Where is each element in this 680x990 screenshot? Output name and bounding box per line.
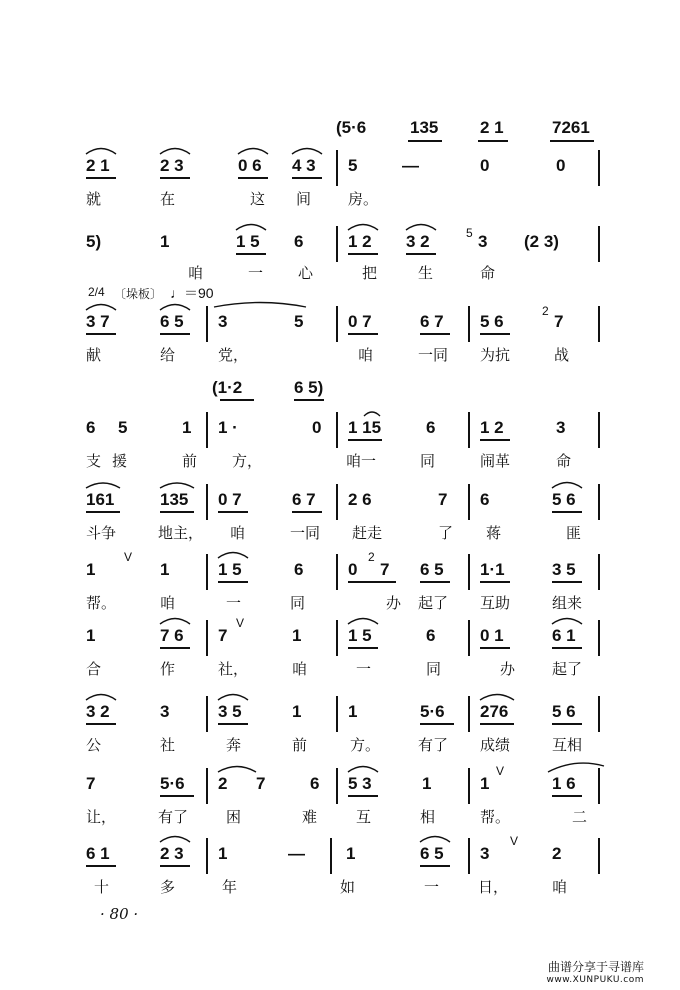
lyric: 帮。 bbox=[86, 594, 117, 612]
grace-note: 2 bbox=[368, 550, 375, 564]
note: 1 6 bbox=[552, 774, 576, 793]
meter: 2/4 bbox=[88, 285, 105, 299]
note: 4 3 bbox=[292, 156, 316, 175]
lyric: 合 bbox=[86, 660, 102, 678]
note: 7 bbox=[438, 490, 448, 509]
note: 0 bbox=[556, 156, 566, 175]
lyric: 有了 bbox=[418, 736, 449, 754]
note: 5 6 bbox=[552, 702, 576, 721]
note: 1 bbox=[480, 774, 490, 793]
lyric: 互相 bbox=[552, 736, 583, 754]
lyric: 成绩 bbox=[480, 736, 511, 754]
lyric: 有了 bbox=[158, 808, 189, 826]
note: 1 bbox=[292, 626, 302, 645]
lyric: 命 bbox=[556, 452, 572, 470]
lyric: 生 bbox=[418, 264, 434, 282]
note: 1 2 bbox=[348, 232, 372, 251]
lyric: 心 bbox=[298, 264, 314, 282]
lyric: 让， bbox=[86, 808, 117, 826]
lyric: 相 bbox=[420, 808, 436, 826]
lyric: 在 bbox=[160, 190, 176, 208]
lyric: 方。 bbox=[350, 736, 381, 754]
breath-mark: V bbox=[124, 550, 133, 564]
note: 0 bbox=[348, 560, 358, 579]
note: 1 bbox=[160, 232, 170, 251]
note: 3 bbox=[478, 232, 488, 251]
note: 6 5) bbox=[294, 378, 324, 397]
note: 1 · bbox=[218, 418, 238, 437]
note: 6 7 bbox=[292, 490, 316, 509]
lyric: 了 bbox=[438, 524, 454, 542]
lyric: 困 bbox=[226, 808, 242, 826]
lyric: 一 bbox=[248, 264, 264, 282]
lyric: 日， bbox=[478, 878, 509, 896]
lyric: 献 bbox=[86, 346, 102, 364]
note: 1 bbox=[348, 702, 358, 721]
note: 5 6 bbox=[480, 312, 504, 331]
lyric: 咱 bbox=[160, 594, 176, 612]
lyric: 咱 bbox=[188, 264, 204, 282]
lyric: 咱 bbox=[552, 878, 568, 896]
note: 3 bbox=[556, 418, 566, 437]
lyric: 支 bbox=[86, 452, 102, 470]
lyric: 奔 bbox=[226, 736, 242, 754]
lyric: 咱 bbox=[358, 346, 374, 364]
note: 6 7 bbox=[420, 312, 444, 331]
tempo-note: ♩＝90 bbox=[170, 285, 214, 301]
note: 7 bbox=[256, 774, 266, 793]
note: 0 7 bbox=[348, 312, 372, 331]
lyric: 闹革 bbox=[480, 452, 511, 470]
note: 1 bbox=[86, 560, 96, 579]
lyric: 公 bbox=[86, 736, 102, 754]
lyric: 帮。 bbox=[480, 808, 511, 826]
note: 2 1 bbox=[86, 156, 110, 175]
note: 0 bbox=[312, 418, 322, 437]
note: 1 5 bbox=[218, 560, 242, 579]
note: 6 bbox=[480, 490, 490, 509]
note: (2 3) bbox=[524, 232, 559, 251]
lyric: 同 bbox=[420, 452, 436, 470]
note: 1 bbox=[422, 774, 432, 793]
lyric: 互助 bbox=[480, 594, 511, 612]
note: 6 bbox=[426, 418, 436, 437]
lyric: 这 bbox=[250, 190, 266, 208]
lyric: 一 bbox=[356, 660, 372, 678]
note: 7 bbox=[86, 774, 96, 793]
lyric: 组来 bbox=[552, 594, 583, 612]
lyric: 党， bbox=[218, 346, 249, 364]
lyric: 难 bbox=[302, 808, 318, 826]
note: 7 bbox=[218, 626, 228, 645]
note: 0 bbox=[480, 156, 490, 175]
note: 3 5 bbox=[552, 560, 576, 579]
lyric: 年 bbox=[222, 878, 238, 896]
note: 135 bbox=[410, 118, 439, 137]
lyric: 一 bbox=[424, 878, 440, 896]
lyric: 就 bbox=[86, 190, 102, 208]
note: 7 bbox=[380, 560, 390, 579]
lyric: 匪 bbox=[566, 524, 582, 542]
note: 7 bbox=[554, 312, 564, 331]
note: 5 bbox=[348, 156, 358, 175]
lyric: 间 bbox=[296, 190, 312, 208]
lyric: 前 bbox=[292, 736, 308, 754]
note: 3 bbox=[160, 702, 170, 721]
lyric: 社 bbox=[160, 736, 176, 754]
note: 6 bbox=[86, 418, 96, 437]
lyric: 赶走 bbox=[352, 524, 383, 542]
note: 0 1 bbox=[480, 626, 504, 645]
lyric: 蒋 bbox=[486, 524, 502, 542]
lyric: 给 bbox=[160, 346, 176, 364]
note: 1 5 bbox=[348, 626, 372, 645]
note: 2 bbox=[552, 844, 562, 863]
lyric: 把 bbox=[362, 264, 378, 282]
note: 1 5 bbox=[236, 232, 260, 251]
note: 0 6 bbox=[238, 156, 262, 175]
lyric: 二 bbox=[572, 808, 588, 826]
lyric: 命 bbox=[480, 264, 496, 282]
note: 2 1 bbox=[480, 118, 504, 137]
note: 5 bbox=[118, 418, 128, 437]
breath-mark: V bbox=[236, 616, 245, 630]
lyric: 多 bbox=[160, 878, 176, 896]
grace-note: 2 bbox=[542, 304, 549, 318]
note: 6 5 bbox=[420, 844, 444, 863]
lyric: 社， bbox=[218, 660, 249, 678]
lyric: 办 bbox=[500, 660, 516, 678]
watermark-title: 曲谱分享于寻谱库 bbox=[547, 960, 644, 974]
tempo-style: 〔垛板〕 bbox=[114, 287, 163, 301]
lyric: 一同 bbox=[290, 524, 321, 542]
lyric: 起了 bbox=[418, 594, 449, 612]
note: 161 bbox=[86, 490, 115, 509]
lyric: 咱一 bbox=[346, 452, 377, 470]
note: 5 3 bbox=[348, 774, 372, 793]
lyric: 起了 bbox=[552, 660, 583, 678]
grace-note: 5 bbox=[466, 226, 473, 240]
lyric: 咱 bbox=[292, 660, 308, 678]
lyric: 一同 bbox=[418, 346, 449, 364]
note: 6 bbox=[426, 626, 436, 645]
note: 276 bbox=[480, 702, 509, 721]
note: 0 7 bbox=[218, 490, 242, 509]
note: 3 7 bbox=[86, 312, 110, 331]
lyric: 咱 bbox=[230, 524, 246, 542]
note: 2 6 bbox=[348, 490, 372, 509]
note: 3 2 bbox=[86, 702, 110, 721]
lyric: 房。 bbox=[348, 190, 379, 208]
note: 1·1 bbox=[480, 560, 505, 579]
note: (1·2 bbox=[212, 378, 243, 397]
note: 2 3 bbox=[160, 156, 184, 175]
lyric: 互 bbox=[356, 808, 372, 826]
lyric: 同 bbox=[290, 594, 306, 612]
lyric: 地主， bbox=[158, 524, 204, 542]
lyric: 援 bbox=[112, 452, 128, 470]
lyric: 一 bbox=[226, 594, 242, 612]
lyric: 方， bbox=[232, 452, 263, 470]
note: 5 bbox=[294, 312, 304, 331]
note: 1 bbox=[160, 560, 170, 579]
note: 2 3 bbox=[160, 844, 184, 863]
watermark-url: www.XUNPUKU.com bbox=[546, 975, 644, 985]
note: 5·6 bbox=[420, 702, 445, 721]
note: 2 bbox=[218, 774, 228, 793]
page-number: · 80 · bbox=[100, 905, 139, 923]
note: 6 bbox=[294, 232, 304, 251]
note: 6 5 bbox=[160, 312, 184, 331]
lyric: 十 bbox=[94, 878, 110, 896]
lyric: 前 bbox=[182, 452, 198, 470]
note: 1 bbox=[86, 626, 96, 645]
note: (5·6 bbox=[336, 118, 367, 137]
lyric: 同 bbox=[426, 660, 442, 678]
note: 3 5 bbox=[218, 702, 242, 721]
note: 6 1 bbox=[86, 844, 110, 863]
note: 1 bbox=[346, 844, 356, 863]
note: 1 bbox=[182, 418, 192, 437]
note: 3 bbox=[480, 844, 490, 863]
note: — bbox=[402, 156, 419, 175]
note: 5 6 bbox=[552, 490, 576, 509]
lyric: 如 bbox=[340, 878, 356, 896]
lyric: 斗争 bbox=[86, 524, 117, 542]
note: 135 bbox=[160, 490, 189, 509]
breath-mark: V bbox=[496, 764, 505, 778]
note: 3 bbox=[218, 312, 228, 331]
note: 3 2 bbox=[406, 232, 430, 251]
lyric: 作 bbox=[160, 660, 176, 678]
watermark bbox=[547, 958, 644, 985]
note: 6 bbox=[294, 560, 304, 579]
note: 6 1 bbox=[552, 626, 576, 645]
note: — bbox=[288, 844, 305, 863]
note: 1 15 bbox=[348, 418, 382, 437]
note: 1 bbox=[218, 844, 228, 863]
note: 1 2 bbox=[480, 418, 504, 437]
breath-mark: V bbox=[510, 834, 519, 848]
lyric: 办 bbox=[386, 594, 402, 612]
lyric: 为抗 bbox=[480, 346, 511, 364]
note: 6 5 bbox=[420, 560, 444, 579]
note: 1 bbox=[292, 702, 302, 721]
note: 7 6 bbox=[160, 626, 184, 645]
note: 5·6 bbox=[160, 774, 185, 793]
note: 5) bbox=[86, 232, 102, 251]
note: 7261 bbox=[552, 118, 590, 137]
lyric: 战 bbox=[554, 346, 570, 364]
note: 6 bbox=[310, 774, 320, 793]
